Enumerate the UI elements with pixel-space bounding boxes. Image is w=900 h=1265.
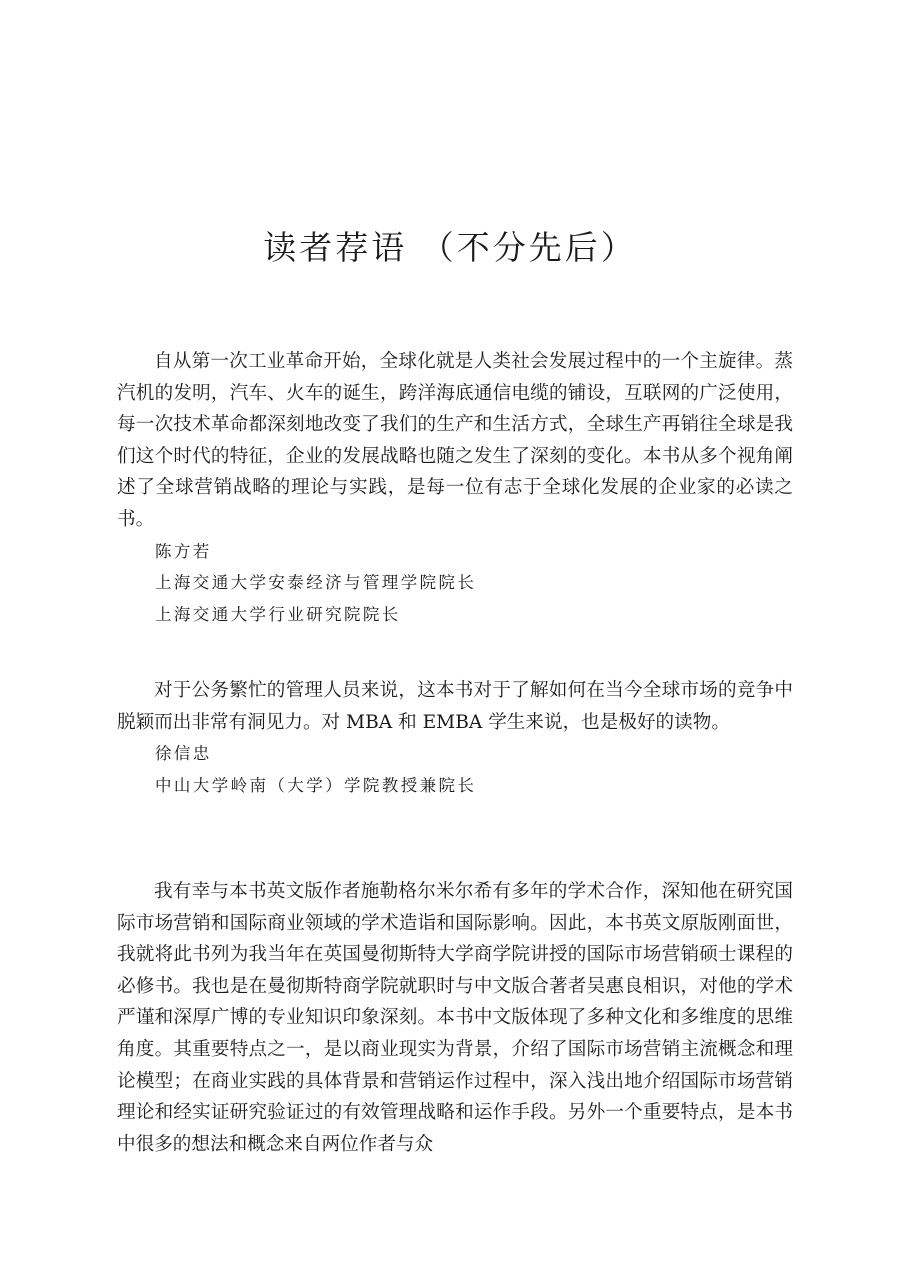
recommender-title: 上海交通大学行业研究院院长 [155, 604, 401, 624]
recommendation-1 [117, 346, 793, 630]
recommender-title: 中山大学岭南（大学）学院教授兼院长 [155, 775, 477, 795]
recommendation-text: 对于公务繁忙的管理人员来说，这本书对于了解如何在当今全球市场的竞争中脱颖而出非常有洞见力。对 MBA 和 EMBA 学生来说，也是极好的读物。 [117, 680, 793, 733]
recommendation-text: 自从第一次工业革命开始，全球化就是人类社会发展过程中的一个主旋律。蒸汽机的发明，汽车、火车的诞生，跨洋海底通信电缆的铺设，互联网的广泛使用，每一次技术革命都深刻地改变了我们的生产和生活方式，全球生产再销往全球是我们这个时代的特征，企业的发展战略也随之发生了深刻的变化。本书从多个视角阐述了全球营销战略的理论与实践，是每一位有志于全球化发展的企业家的必读之书。 [117, 351, 793, 530]
recommender-title: 上海交通大学安泰经济与管理学院院长 [155, 573, 477, 593]
recommender-name: 徐信忠 [155, 744, 212, 764]
recommendation-3 [117, 876, 793, 1160]
recommendation-text: 我有幸与本书英文版作者施勒格尔米尔希有多年的学术合作，深知他在研究国际市场营销和国际商业领域的学术造诣和国际影响。因此，本书英文原版刚面世，我就将此书列为我当年在英国曼彻斯特大学商学院讲授的国际市场营销硕士课程的必修书。我也是在曼彻斯特商学院就职时与中文版合著者吴惠良相识，对他的学术严谨和深厚广博的专业知识印象深刻。本书中文版体现了多种文化和多维度的思维角度。其重要特点之一，是以商业现实为背景，介绍了国际市场营销主流概念和理论模型；在商业实践的具体背景和营销运作过程中，深入浅出地介绍国际市场营销理论和经实证研究验证过的有效管理战略和运作手段。另外一个重要特点，是本书中很多的想法和概念来自两位作者与众 [117, 881, 793, 1155]
recommender-name: 陈方若 [155, 541, 212, 561]
page-title: 读者荐语 （不分先后） [263, 228, 637, 267]
recommendation-2 [117, 675, 793, 801]
